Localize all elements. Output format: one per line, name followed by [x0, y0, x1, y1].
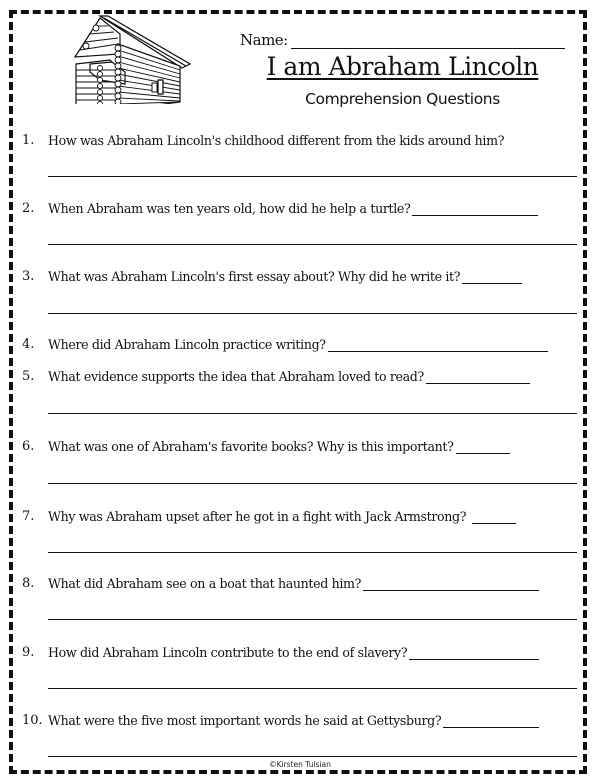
question-9 [22, 642, 539, 660]
question-number: 8. [22, 576, 35, 591]
question-number: 1. [22, 133, 35, 148]
question-number: 2. [22, 201, 35, 216]
answer-inline-line-3[interactable] [462, 271, 522, 284]
answer-line-2[interactable] [48, 244, 577, 245]
page-subtitle: Comprehension Questions [305, 90, 500, 108]
question-2 [22, 198, 538, 216]
answer-inline-line-8[interactable] [363, 578, 539, 591]
question-number: 3. [22, 269, 35, 284]
answer-inline-line-5[interactable] [426, 371, 530, 384]
answer-line-7[interactable] [48, 552, 577, 553]
question-8 [22, 573, 539, 591]
question-7 [22, 506, 516, 524]
question-1 [22, 130, 504, 148]
name-field[interactable] [240, 27, 565, 49]
answer-inline-line-2[interactable] [412, 203, 538, 216]
question-number: 4. [22, 337, 35, 352]
answer-inline-line-9[interactable] [409, 647, 539, 660]
question-text: When Abraham was ten years old, how did he help a turtle? [48, 201, 411, 216]
question-text: What evidence supports the idea that Abraham loved to read? [48, 369, 424, 384]
answer-line-3[interactable] [48, 313, 577, 314]
question-number: 10. [22, 713, 43, 728]
name-input-line[interactable] [291, 32, 565, 49]
answer-inline-line-4[interactable] [328, 339, 548, 352]
question-number: 6. [22, 439, 35, 454]
question-text: What were the five most important words he said at Gettysburg? [48, 713, 442, 728]
log-cabin-icon [70, 14, 195, 104]
answer-line-1[interactable] [48, 176, 577, 177]
question-text: Why was Abraham upset after he got in a fight with Jack Armstrong? [48, 509, 467, 524]
question-text: Where did Abraham Lincoln practice writing? [48, 337, 326, 352]
copyright-footer: ©Kirsten Tulsian [269, 760, 331, 769]
answer-line-9[interactable] [48, 688, 577, 689]
question-4 [22, 334, 548, 352]
question-6 [22, 436, 510, 454]
question-text: What did Abraham see on a boat that haunted him? [48, 576, 362, 591]
question-10 [22, 710, 539, 728]
answer-inline-line-6[interactable] [456, 441, 510, 454]
question-5 [22, 366, 530, 384]
answer-line-5[interactable] [48, 413, 577, 414]
name-label: Name: [240, 31, 288, 49]
question-number: 7. [22, 509, 35, 524]
answer-line-8[interactable] [48, 619, 577, 620]
page-title: I am Abraham Lincoln [266, 52, 539, 81]
answer-inline-line-7[interactable] [472, 511, 516, 524]
question-number: 9. [22, 645, 35, 660]
question-text: What was one of Abraham's favorite books? Why is this important? [48, 439, 454, 454]
answer-line-6[interactable] [48, 483, 577, 484]
question-text: How did Abraham Lincoln contribute to the end of slavery? [48, 645, 408, 660]
question-text: How was Abraham Lincoln's childhood different from the kids around him? [48, 133, 505, 148]
question-text: What was Abraham Lincoln's first essay about? Why did he write it? [48, 269, 461, 284]
question-number: 5. [22, 369, 35, 384]
question-3 [22, 266, 522, 284]
answer-line-10[interactable] [48, 756, 577, 757]
answer-inline-line-10[interactable] [443, 715, 539, 728]
